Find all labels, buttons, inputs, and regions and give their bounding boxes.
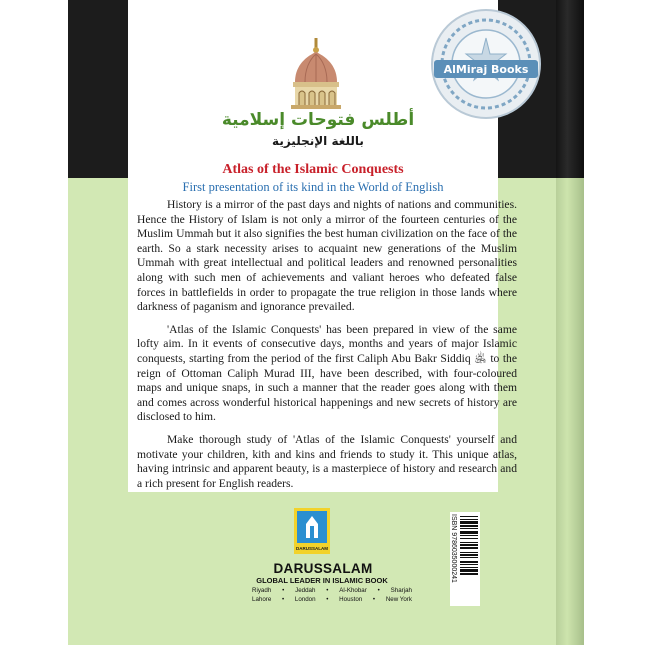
book-spine-top (556, 0, 584, 178)
blurb-text (137, 198, 517, 499)
barcode-bar (460, 554, 478, 556)
city-list-row-1 (252, 587, 412, 594)
city: Riyadh (252, 587, 272, 594)
city: Al-Khobar (339, 587, 367, 594)
bullet: • (326, 587, 329, 594)
blurb-paragraph: Make thorough study of 'Atlas of the Islamic Conquests' yourself and motivate your children, kith and kins and friends to study it. This unique atlas, having intrinsic and apparent beauty, is a masterpiece of history and research and a rich present for English readers. (137, 432, 517, 490)
publisher-name: DARUSSALAM (273, 561, 373, 576)
bullet: • (326, 596, 329, 603)
city-list-row-2 (252, 596, 412, 603)
barcode-bar (460, 567, 478, 568)
city: London (294, 596, 316, 603)
barcode-bar (460, 525, 478, 527)
city: Jeddah (295, 587, 316, 594)
barcode-bar (460, 547, 478, 549)
city: Lahore (252, 596, 272, 603)
dome-icon (281, 38, 351, 118)
logo-text: DARUSSALAM (296, 546, 328, 551)
publisher-tagline: GLOBAL LEADER IN ISLAMIC BOOK (256, 576, 388, 585)
barcode-bar (460, 516, 478, 517)
barcode-bar (460, 531, 478, 534)
book-subtitle: First presentation of its kind in the World of English (182, 180, 444, 194)
barcode-bar (460, 542, 478, 543)
barcode-bar (460, 535, 478, 536)
book-title: Atlas of the Islamic Conquests (222, 162, 404, 177)
bullet: • (282, 596, 285, 603)
city: New York (385, 596, 412, 603)
barcode-bar (460, 573, 478, 575)
barcode-bar (460, 538, 478, 539)
barcode-bar (460, 569, 478, 572)
arabic-subtitle: باللغة الإنجليزية (272, 134, 364, 148)
blurb-paragraph: History is a mirror of the past days and nights of nations and communities. Hence the History of Islam is not only a mirror of the fourteen centuries of the Muslim Ummah but it also signifies the best human civilization on the face of the earth. So a stark necessity arises to acquaint new generations of the Muslim Ummah with great intellectual and political leaders and renowned personalities along with such men of achievements and valiant heroes who defeated false forces in battlefields in order to propagate the true religion in those lands where darkness of paganism and ignorance prevailed. (137, 198, 517, 314)
barcode-bar (460, 528, 478, 529)
blurb-paragraph: 'Atlas of the Islamic Conquests' has been prepared in view of the same lofty aim. In it events of consecutive days, months and years of major Islamic conquests, starting from the period of the first Caliph Abu Bakr Siddiq ﵁ to the reign of Ottoman Caliph Murad III, have been described, with four-coloured maps and unique snaps, in such a manner that the reader goes along with them and comes across wonderful historical happenings and new secrets of history are disclosed to him. (137, 322, 517, 424)
almiraj-seal-icon (430, 8, 542, 120)
darussalam-logo-icon (294, 508, 330, 554)
isbn-label: ISBN (450, 514, 457, 531)
bullet: • (282, 587, 285, 594)
isbn-digits: 9786035000241 (450, 532, 457, 583)
barcode-bar (460, 557, 478, 558)
barcode-bar (460, 552, 478, 553)
isbn-number (448, 514, 457, 604)
city: Houston (339, 596, 363, 603)
bullet: • (372, 596, 376, 603)
barcode-bar (460, 521, 478, 524)
barcode-bar (460, 544, 478, 546)
bullet: • (377, 587, 380, 594)
city: Sharjah (390, 587, 412, 594)
barcode-bar (460, 561, 478, 563)
seal-label: AlMiraj Books (443, 63, 529, 76)
arabic-title: أطلس فتوحات إسلامية (221, 110, 415, 130)
barcode-bar (460, 519, 478, 520)
barcode-bar (460, 564, 478, 565)
